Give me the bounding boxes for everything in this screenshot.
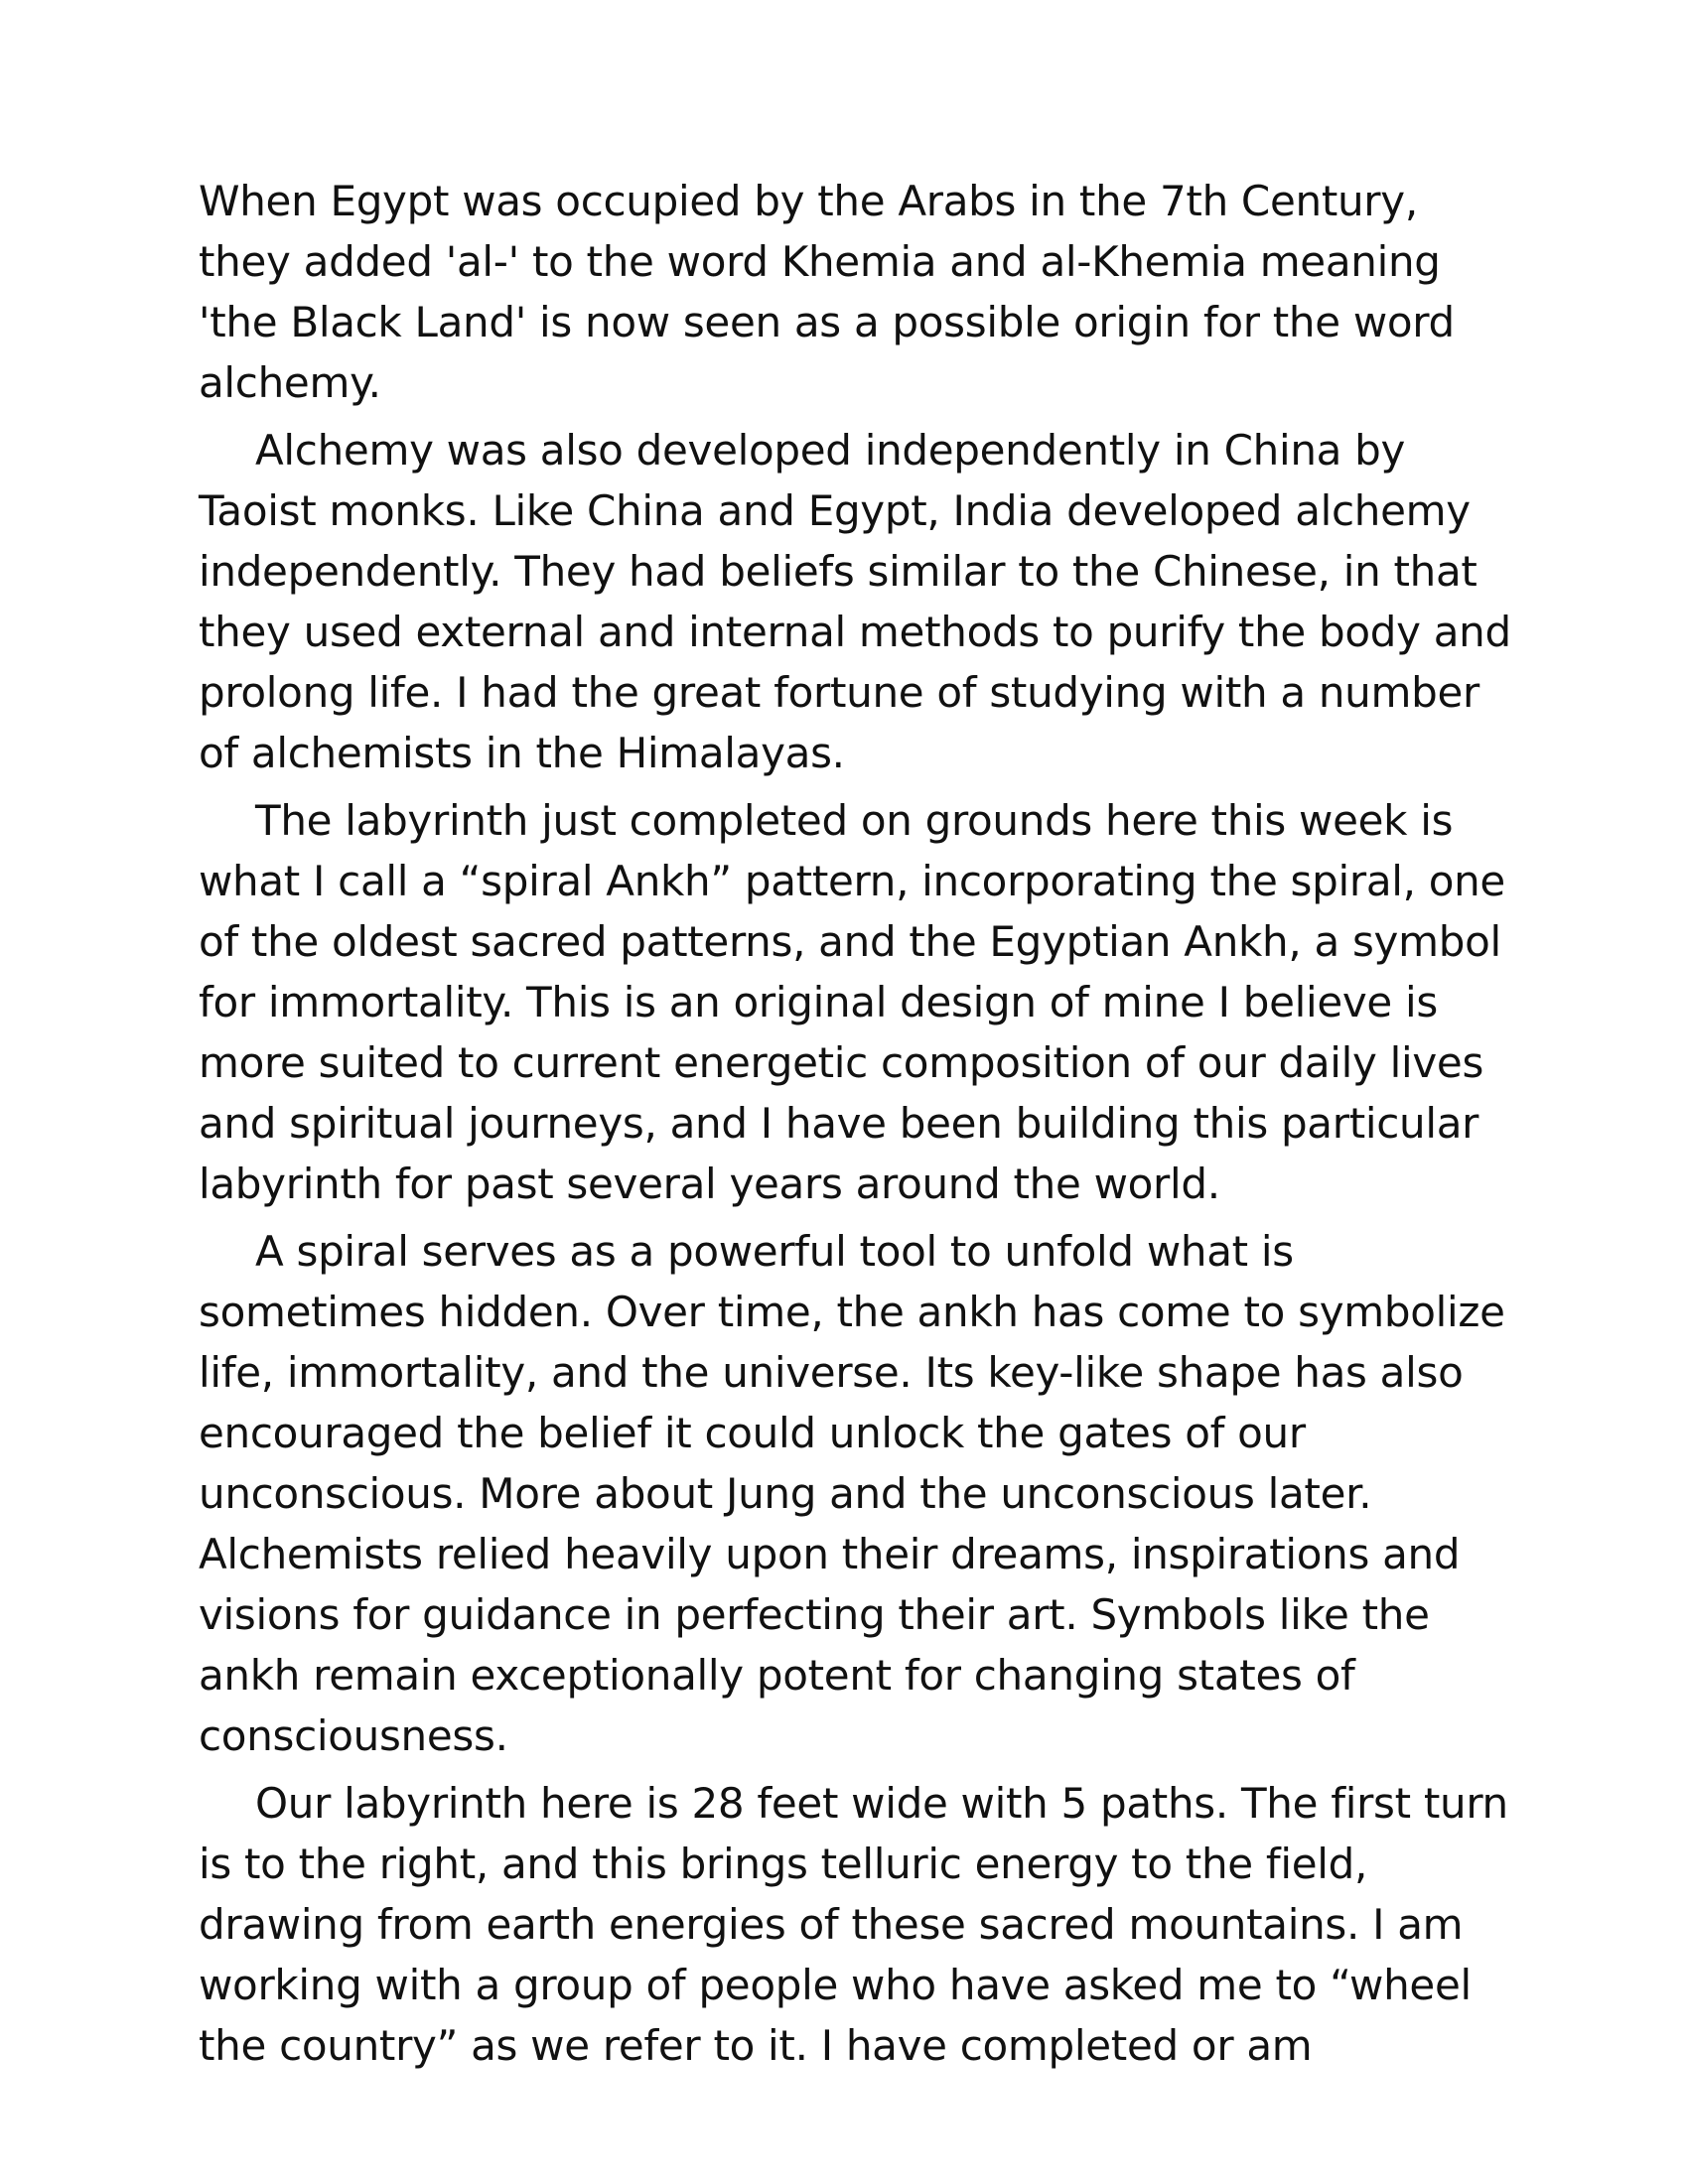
text-line: and spiritual journeys, and I have been building this particular bbox=[199, 1099, 1479, 1148]
text-line: independently. They had beliefs similar to the Chinese, in that bbox=[199, 547, 1477, 596]
text-line: for immortality. This is an original design of mine I believe is bbox=[199, 978, 1438, 1026]
paragraph-first-line: The labyrinth just completed on grounds here this week is bbox=[255, 796, 1454, 845]
text-line: more suited to current energetic composition of our daily lives bbox=[199, 1038, 1484, 1087]
text-line: they used external and internal methods to purify the body and bbox=[199, 608, 1511, 656]
text-line: alchemy. bbox=[199, 358, 381, 407]
paragraph-first-line: Our labyrinth here is 28 feet wide with 5 paths. The first turn bbox=[255, 1779, 1508, 1828]
text-line: Alchemists relied heavily upon their dreams, inspirations and bbox=[199, 1530, 1461, 1578]
text-line: When Egypt was occupied by the Arabs in the 7th Century, bbox=[199, 177, 1418, 225]
body-text bbox=[199, 171, 1509, 2076]
text-line: sometimes hidden. Over time, the ankh has come to symbolize bbox=[199, 1288, 1505, 1336]
text-line: 'the Black Land' is now seen as a possible origin for the word bbox=[199, 298, 1455, 346]
text-line: of the oldest sacred patterns, and the Egyptian Ankh, a symbol bbox=[199, 917, 1501, 966]
text-line: what I call a “spiral Ankh” pattern, incorporating the spiral, one bbox=[199, 857, 1505, 905]
text-line: working with a group of people who have asked me to “wheel bbox=[199, 1961, 1472, 2009]
text-line: prolong life. I had the great fortune of studying with a number bbox=[199, 668, 1479, 717]
paragraph-first-line: Alchemy was also developed independently in China by bbox=[255, 426, 1406, 475]
text-line: the country” as we refer to it. I have completed or am bbox=[199, 2021, 1313, 2070]
text-line: visions for guidance in perfecting their art. Symbols like the bbox=[199, 1590, 1430, 1639]
text-line: life, immortality, and the universe. Its key-like shape has also bbox=[199, 1348, 1464, 1397]
text-line: Taoist monks. Like China and Egypt, India developed alchemy bbox=[199, 486, 1471, 535]
text-line: of alchemists in the Himalayas. bbox=[199, 729, 845, 777]
text-line: consciousness. bbox=[199, 1711, 508, 1760]
text-line: is to the right, and this brings telluric energy to the field, bbox=[199, 1840, 1368, 1888]
text-line: labyrinth for past several years around the world. bbox=[199, 1160, 1220, 1208]
text-line: drawing from earth energies of these sacred mountains. I am bbox=[199, 1900, 1464, 1949]
text-line: unconscious. More about Jung and the unconscious later. bbox=[199, 1469, 1372, 1518]
text-line: ankh remain exceptionally potent for changing states of bbox=[199, 1651, 1355, 1700]
paragraph-first-line: A spiral serves as a powerful tool to unfold what is bbox=[255, 1227, 1294, 1276]
text-line: encouraged the belief it could unlock the gates of our bbox=[199, 1409, 1306, 1457]
text-line: they added 'al-' to the word Khemia and al-Khemia meaning bbox=[199, 237, 1441, 286]
